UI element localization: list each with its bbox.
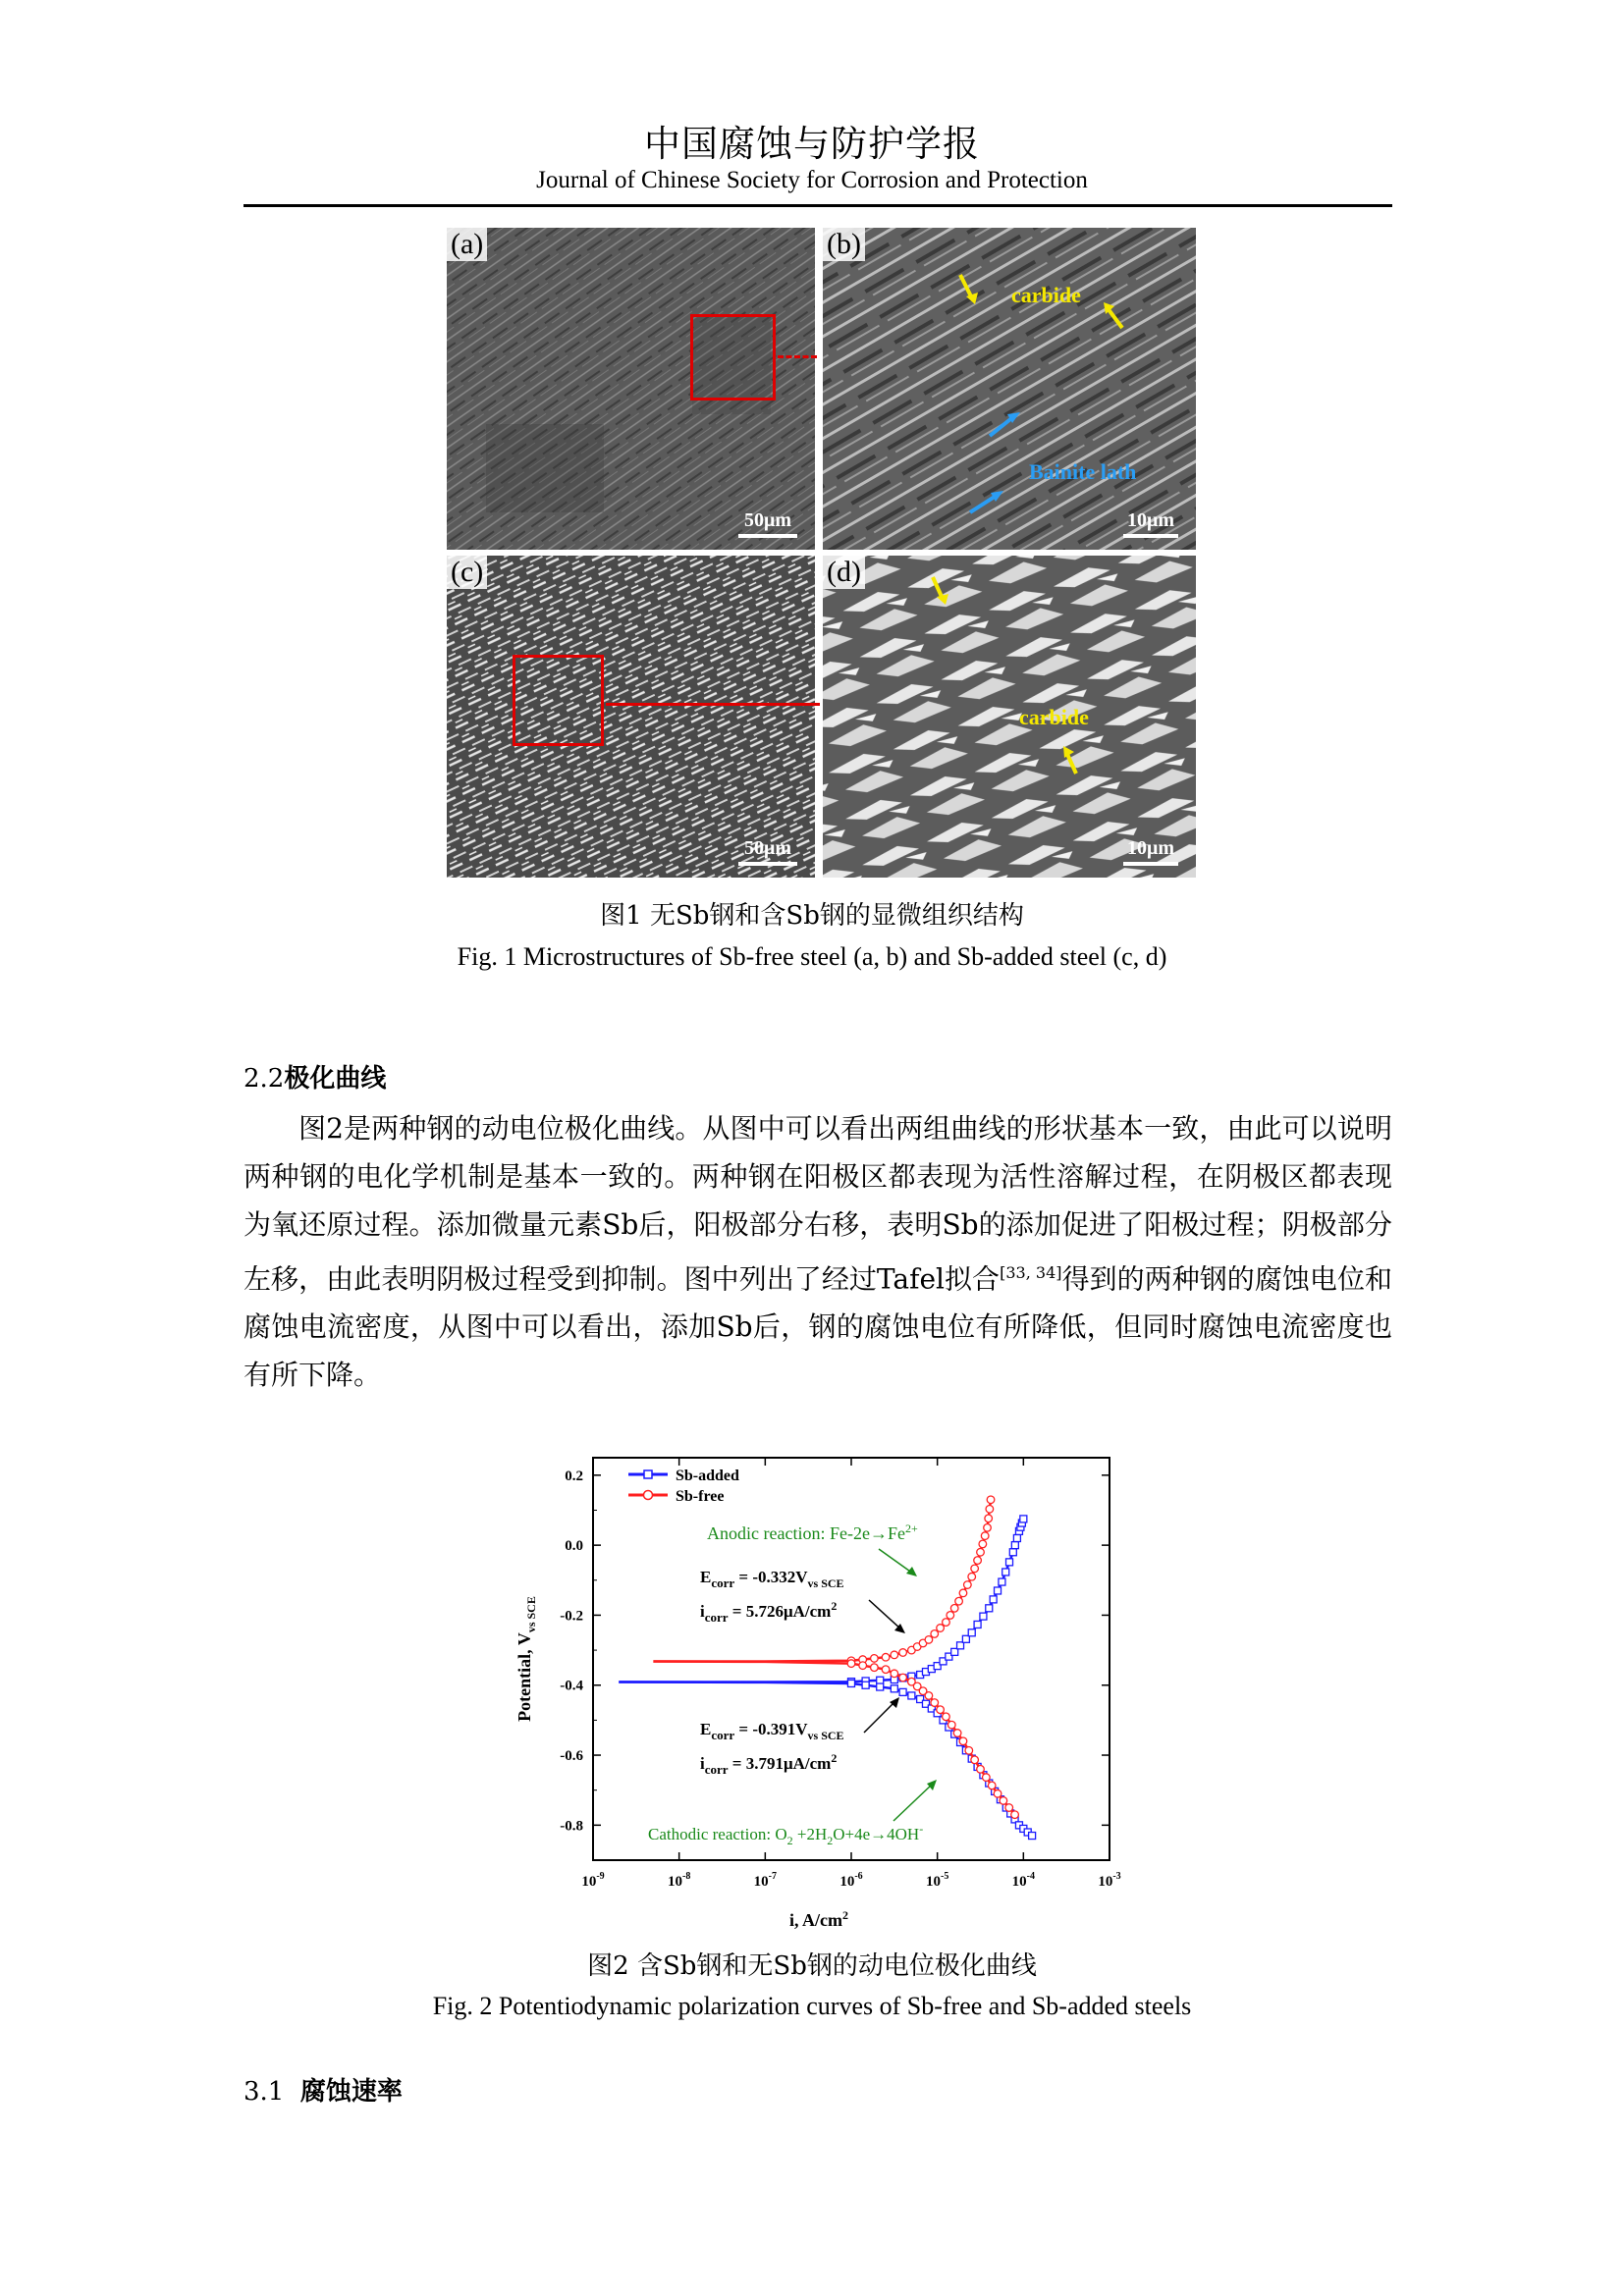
marker-sb-free	[986, 1505, 994, 1513]
marker-sb-free	[1000, 1797, 1007, 1805]
marker-sb-added	[968, 1629, 975, 1636]
marker-sb-free	[931, 1699, 939, 1707]
marker-sb-added	[1013, 1535, 1020, 1542]
scale-bar-a	[738, 509, 797, 538]
marker-sb-added	[899, 1688, 906, 1695]
panel-label-b: (b)	[823, 228, 865, 261]
marker-sb-added	[980, 1613, 987, 1620]
marker-sb-free	[947, 1612, 954, 1620]
zoom-arrow-a	[778, 355, 817, 358]
marker-sb-added	[1002, 1569, 1009, 1575]
section-title-2-2: 极化曲线	[284, 1064, 387, 1094]
marker-sb-free	[871, 1655, 879, 1663]
marker-sb-free	[950, 1605, 958, 1613]
marker-sb-free	[953, 1730, 961, 1737]
marker-sb-free	[891, 1651, 898, 1659]
legend-marker-sb-added	[644, 1470, 652, 1478]
journal-title-en: Journal of Chinese Society for Corrosion and Protection	[536, 167, 1088, 193]
marker-sb-added	[974, 1621, 981, 1628]
paragraph-text-part2: 得到的两种钢的腐蚀电位和腐蚀电流密度，从图中可以看出，添加Sb后，钢的腐蚀电位有所降低，但同时腐蚀电流密度也有所下降。	[244, 1262, 1392, 1392]
marker-sb-free	[925, 1636, 933, 1644]
marker-sb-added	[1020, 1516, 1027, 1522]
marker-sb-free	[977, 1766, 985, 1774]
marker-sb-added	[986, 1605, 993, 1612]
x-tick-label: $10^{-4}$	[1011, 1871, 1036, 1890]
section-number-2-2: 2.2	[244, 1064, 285, 1094]
section-heading-2-2	[244, 1058, 386, 1095]
marker-sb-added	[862, 1682, 869, 1688]
paragraph-text-part1: 图2是两种钢的动电位极化曲线。从图中可以看出两组曲线的形状基本一致，由此可以说明两种钢的电化学机制是基本一致的。两种钢在阳极区都表现为活性溶解过程，在阴极区都表现为氧还原过程。添加微量元素Sb后，阳极部分右移，表明Sb的添加促进了阳极过程；阴极部分左移，由此表明阴极过程受到抑制。图中列出了经过Tafel拟合	[244, 1112, 1392, 1296]
marker-sb-free	[959, 1589, 967, 1597]
citation-ref: [33, 34]	[1000, 1263, 1062, 1282]
marker-sb-free	[984, 1524, 992, 1532]
journal-title-cn: 中国腐蚀与防护学报	[644, 123, 980, 165]
marker-sb-free	[931, 1630, 939, 1638]
scale-bar-d	[1123, 837, 1178, 866]
marker-sb-added	[1009, 1549, 1016, 1556]
cathodic-reaction-label: Cathodic reaction: $O_2 +2H_2O+4e\to 4OH^-$	[648, 1822, 924, 1847]
marker-sb-free	[899, 1649, 907, 1657]
legend-label-sb-free: Sb-free	[676, 1488, 725, 1505]
marker-sb-free	[979, 1540, 987, 1548]
marker-sb-free	[891, 1670, 898, 1678]
section-2-2-paragraph	[244, 1104, 1392, 1399]
sb-free-icorr-label: $i_{corr} = 5.726\mu A/cm^2$	[700, 1599, 838, 1625]
marker-sb-free	[937, 1625, 945, 1632]
figure2-caption-en: Fig. 2 Potentiodynamic polarization curves of Sb-free and Sb-added steels	[432, 1992, 1192, 2020]
marker-sb-free	[959, 1737, 967, 1745]
carbide-label-b: carbide	[1011, 283, 1081, 307]
marker-sb-added	[990, 1596, 997, 1603]
marker-sb-added	[1006, 1559, 1013, 1566]
marker-sb-free	[968, 1573, 976, 1580]
panel-label-c: (c)	[447, 556, 487, 589]
scale-text-d: 10μm	[1127, 837, 1174, 859]
marker-sb-added	[877, 1677, 884, 1683]
y-tick-label: 0.2	[565, 1468, 583, 1484]
legend-marker-sb-free	[644, 1491, 653, 1500]
y-tick-label: -0.8	[560, 1818, 583, 1835]
polarization-chart	[511, 1438, 1139, 1944]
y-tick-label: -0.6	[560, 1748, 583, 1765]
marker-sb-free	[1005, 1804, 1013, 1812]
x-tick-label: $10^{-5}$	[925, 1871, 949, 1890]
scale-text-a: 50μm	[744, 509, 791, 531]
zoom-box-c	[513, 655, 604, 746]
marker-sb-free	[943, 1713, 950, 1721]
scale-bar-c	[738, 837, 797, 866]
marker-sb-free	[971, 1565, 979, 1573]
figure2-caption-cn: 图2 含Sb钢和无Sb钢的动电位极化曲线	[587, 1951, 1037, 1981]
scale-text-c: 50μm	[744, 837, 791, 859]
marker-sb-added	[999, 1578, 1005, 1585]
marker-sb-free	[1011, 1811, 1019, 1819]
panel-label-a: (a)	[447, 228, 487, 261]
marker-sb-added	[995, 1587, 1001, 1594]
y-tick-label: -0.2	[560, 1608, 583, 1625]
marker-sb-added	[908, 1692, 915, 1699]
x-tick-label: $10^{-9}$	[581, 1871, 605, 1890]
micrograph-d-texture	[823, 556, 1196, 878]
marker-sb-free	[974, 1557, 982, 1565]
marker-sb-free	[971, 1756, 979, 1764]
carbide-label-d: carbide	[1019, 705, 1089, 729]
marker-sb-added	[1029, 1833, 1036, 1840]
micrograph-b-texture	[823, 228, 1196, 550]
marker-sb-added	[848, 1680, 855, 1686]
sb-added-ecorr-label: $E_{corr} = -0.391V_{vs SCE}$	[700, 1720, 844, 1742]
y-tick-label: -0.4	[560, 1678, 583, 1694]
sb-free-ecorr-label: $E_{corr} = -0.332V_{vs SCE}$	[700, 1568, 844, 1590]
marker-sb-free	[985, 1515, 993, 1522]
section-heading-3-1	[244, 2071, 403, 2108]
marker-sb-free	[965, 1746, 973, 1754]
y-tick-label: 0.0	[565, 1538, 583, 1555]
anodic-reaction-label: Anodic reaction: $Fe-2e\to Fe^{2+}$	[707, 1522, 918, 1543]
header-divider	[244, 204, 1392, 207]
legend-label-sb-added: Sb-added	[676, 1468, 739, 1484]
section-number-3-1: 3.1	[244, 2077, 285, 2107]
marker-sb-added	[891, 1685, 897, 1692]
marker-sb-free	[847, 1660, 855, 1668]
marker-sb-free	[947, 1721, 955, 1729]
section-title-3-1: 腐蚀速率	[299, 2077, 403, 2107]
marker-sb-free	[882, 1666, 890, 1674]
marker-sb-free	[987, 1496, 995, 1504]
marker-sb-free	[943, 1619, 950, 1627]
micrograph-c-texture	[447, 556, 815, 878]
marker-sb-free	[955, 1597, 963, 1605]
marker-sb-added	[877, 1683, 884, 1690]
bainite-lath-label: Bainite lath	[1029, 459, 1137, 484]
sb-added-icorr-label: $i_{corr} = 3.791\mu A/cm^2$	[700, 1751, 838, 1777]
x-tick-label: $10^{-8}$	[667, 1871, 691, 1890]
zoom-arrow-c	[606, 703, 820, 706]
marker-sb-free	[977, 1548, 985, 1556]
micrograph-c	[447, 556, 815, 878]
scale-text-b: 10μm	[1127, 509, 1174, 531]
marker-sb-free	[983, 1774, 991, 1782]
scale-bar-b	[1123, 509, 1178, 538]
figure1-caption-en: Fig. 1 Microstructures of Sb-free steel (a, b) and Sb-added steel (c, d)	[457, 942, 1167, 971]
x-tick-label: $10^{-7}$	[753, 1871, 778, 1890]
figure1-caption-cn: 图1 无Sb钢和含Sb钢的显微组织结构	[600, 901, 1024, 931]
x-tick-label: $10^{-6}$	[839, 1871, 863, 1890]
marker-sb-free	[871, 1664, 879, 1672]
marker-sb-added	[1011, 1542, 1018, 1549]
marker-sb-free	[859, 1662, 867, 1670]
marker-sb-free	[988, 1782, 996, 1789]
micrograph-b	[823, 228, 1196, 550]
micrograph-d	[823, 556, 1196, 878]
marker-sb-free	[882, 1653, 890, 1661]
x-axis-title: i, $A/cm^2$	[789, 1908, 848, 1930]
panel-label-d: (d)	[823, 556, 865, 589]
zoom-box-a	[690, 314, 776, 400]
marker-sb-free	[964, 1581, 972, 1589]
x-tick-label: $10^{-3}$	[1098, 1871, 1121, 1890]
marker-sb-free	[981, 1532, 989, 1540]
y-axis-title: Potential, $V_{vs SCE}$	[514, 1596, 538, 1722]
marker-sb-free	[925, 1692, 933, 1700]
marker-sb-free	[937, 1706, 945, 1714]
marker-sb-free	[899, 1674, 907, 1682]
marker-sb-free	[994, 1789, 1001, 1797]
